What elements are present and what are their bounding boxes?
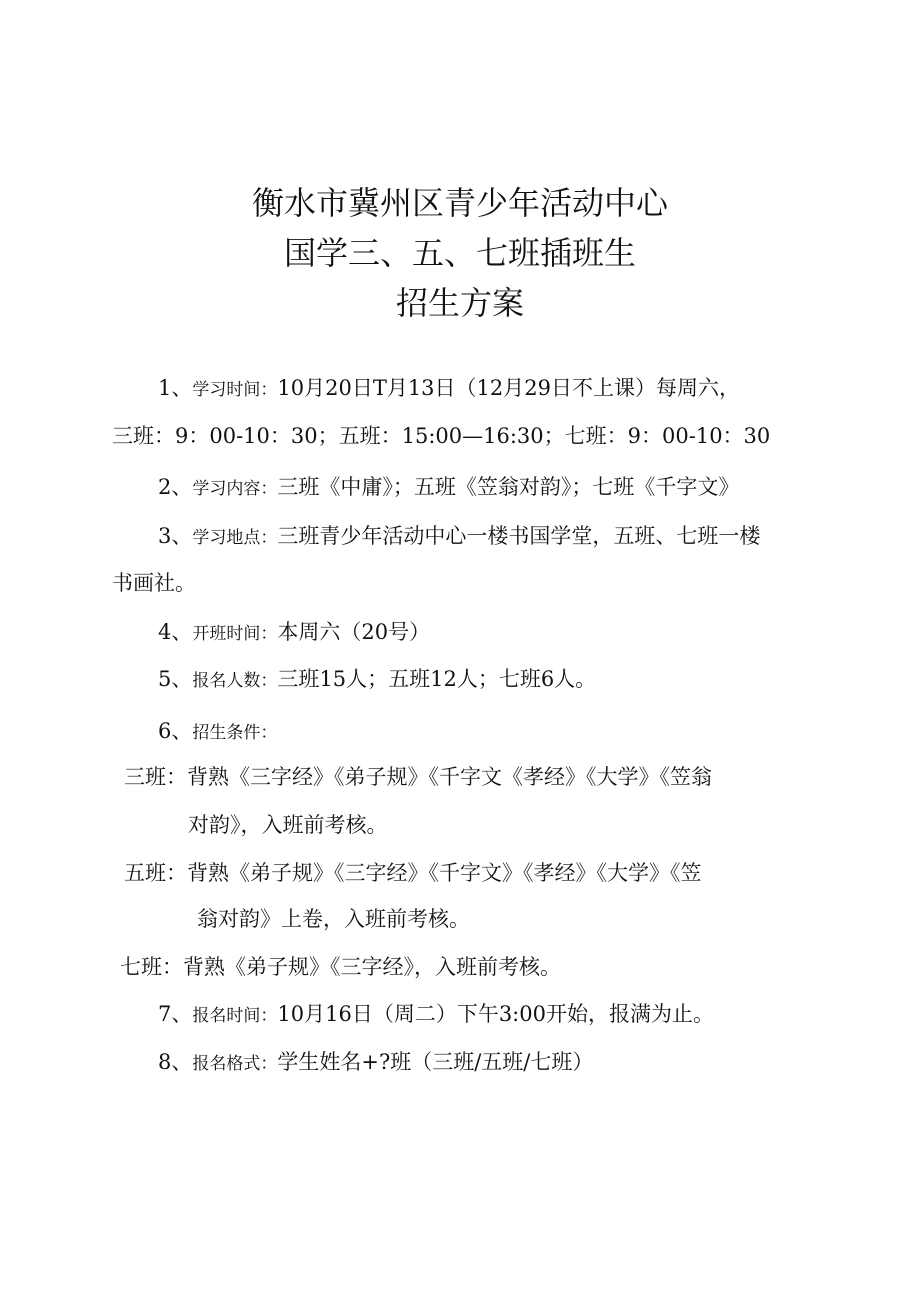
title-line-2: 国学三、五、七班插班生 <box>283 234 636 272</box>
item-6-label: 招生条件： <box>192 723 278 743</box>
item-1-number: 1、 <box>158 376 193 400</box>
item-3-text: 三班青少年活动中心一楼书国学堂，五班、七班一楼 <box>277 524 761 548</box>
condition-class-3-cont: 对韵》，入班前考核。 <box>188 813 388 837</box>
item-4-label: 开班时间： <box>192 624 278 644</box>
item-2-study-content <box>158 472 739 504</box>
item-7-label: 报名时间： <box>192 1006 278 1026</box>
item-6-number: 6、 <box>158 719 193 743</box>
title-line-3: 招生方案 <box>395 284 524 322</box>
item-7-number: 7、 <box>158 1002 193 1026</box>
item-8-registration-format <box>158 1047 593 1079</box>
item-5-enrollment-count <box>158 664 596 696</box>
condition-class-3: 三班：背熟《三字经》《弟子规》《千字文《孝经》《大学》《笠翁 <box>124 765 712 789</box>
item-1-study-time <box>158 373 740 405</box>
item-8-text: 学生姓名+?班（三班/五班/七班） <box>277 1050 594 1074</box>
title-line-1: 衡水市冀州区青少年活动中心 <box>251 184 668 222</box>
item-6-conditions <box>158 716 277 748</box>
item-1-label: 学习时间： <box>192 380 278 400</box>
item-3-location-cont: 书画社。 <box>112 571 196 595</box>
item-5-number: 5、 <box>158 667 193 691</box>
item-3-study-location <box>158 521 760 553</box>
item-8-number: 8、 <box>158 1050 193 1074</box>
item-2-text: 三班《中庸》；五班《笠翁对韵》；七班《千字文》 <box>277 475 740 499</box>
item-5-text: 三班15人；五班12人；七班6人。 <box>277 667 597 691</box>
item-4-start-time <box>158 617 430 649</box>
item-3-label: 学习地点： <box>192 528 278 548</box>
item-4-number: 4、 <box>158 620 193 644</box>
condition-class-5: 五班：背熟《弟子规》《三字经》《千字文》《孝经》《大学》《笠 <box>124 861 702 885</box>
condition-class-7: 七班：背熟《弟子规》《三字经》，入班前考核。 <box>120 955 561 979</box>
item-7-text: 10月16日（周二）下午3:00开始，报满为止。 <box>277 1002 714 1026</box>
item-8-label: 报名格式： <box>192 1054 278 1074</box>
item-7-registration-time <box>158 999 714 1031</box>
item-1-text: 10月20日T月13日（12月29日不上课）每周六， <box>277 376 740 400</box>
condition-class-5-cont: 翁对韵》上卷，入班前考核。 <box>197 907 470 931</box>
item-3-number: 3、 <box>158 524 193 548</box>
item-4-text: 本周六（20号） <box>277 620 431 644</box>
item-2-number: 2、 <box>158 475 193 499</box>
item-2-label: 学习内容： <box>192 479 278 499</box>
document-title <box>0 178 920 328</box>
item-5-label: 报名人数： <box>192 671 278 691</box>
item-1-schedule: 三班：9：00-10：30；五班：15:00—16:30；七班：9：00-10：30 <box>112 424 771 448</box>
